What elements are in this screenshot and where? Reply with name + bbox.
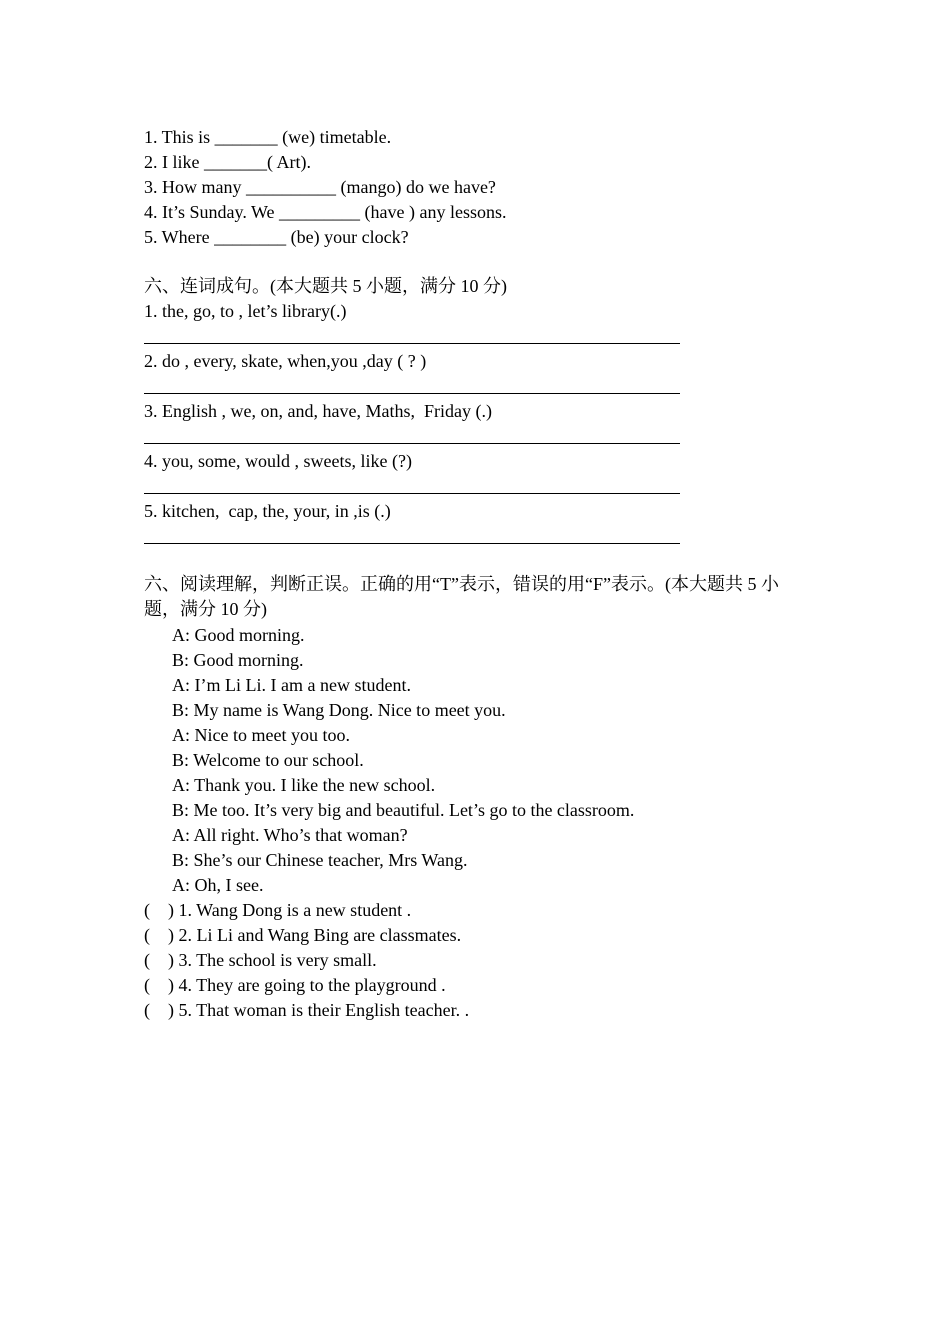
dialogue-line: A: I’m Li Li. I am a new student. — [172, 675, 411, 695]
word-order-item: 3. English , we, on, and, have, Maths, Friday (.) — [144, 401, 492, 421]
word-order-item: 1. the, go, to , let’s library(.) — [144, 301, 347, 321]
answer-line — [144, 443, 680, 444]
answer-line — [144, 393, 680, 394]
true-false-question: ( ) 1. Wang Dong is a new student . — [144, 900, 412, 920]
true-false-question: ( ) 3. The school is very small. — [144, 950, 377, 970]
dialogue-line: A: Nice to meet you too. — [172, 725, 350, 745]
true-false-question: ( ) 4. They are going to the playground . — [144, 975, 446, 995]
dialogue-line: B: Welcome to our school. — [172, 750, 364, 770]
dialogue-line: B: Me too. It’s very big and beautiful. Let’s go to the classroom. — [172, 800, 635, 820]
dialogue-line: A: Thank you. I like the new school. — [172, 775, 436, 795]
answer-line — [144, 543, 680, 544]
dialogue-line: B: My name is Wang Dong. Nice to meet you. — [172, 700, 506, 720]
fill-blank-item: 1. This is _______ (we) timetable. — [144, 127, 392, 147]
dialogue-line: B: Good morning. — [172, 650, 304, 670]
section-heading-reading: 六、阅读理解，判断正误。正确的用“T”表示，错误的用“F”表示。(本大题共 5 小题，满分 10 分) — [144, 574, 779, 619]
dialogue-line: A: Good morning. — [172, 625, 305, 645]
true-false-question: ( ) 5. That woman is their English teacher. . — [144, 1000, 470, 1020]
word-order-item: 5. kitchen, cap, the, your, in ,is (.) — [144, 501, 391, 521]
word-order-item: 2. do , every, skate, when,you ,day ( ? ) — [144, 351, 427, 371]
fill-blank-item: 5. Where ________ (be) your clock? — [144, 227, 409, 247]
answer-line — [144, 343, 680, 344]
fill-blank-item: 4. It’s Sunday. We _________ (have ) any lessons. — [144, 202, 507, 222]
dialogue-line: A: Oh, I see. — [172, 875, 264, 895]
fill-blank-item: 3. How many __________ (mango) do we have? — [144, 177, 496, 197]
answer-line — [144, 493, 680, 494]
word-order-item: 4. you, some, would , sweets, like (?) — [144, 451, 412, 471]
section-heading-word-order: 六、连词成句。(本大题共 5 小题，满分 10 分) — [144, 276, 507, 296]
dialogue-line: B: She’s our Chinese teacher, Mrs Wang. — [172, 850, 468, 870]
fill-blank-item: 2. I like _______( Art). — [144, 152, 311, 172]
dialogue-line: A: All right. Who’s that woman? — [172, 825, 408, 845]
true-false-question: ( ) 2. Li Li and Wang Bing are classmates. — [144, 925, 462, 945]
